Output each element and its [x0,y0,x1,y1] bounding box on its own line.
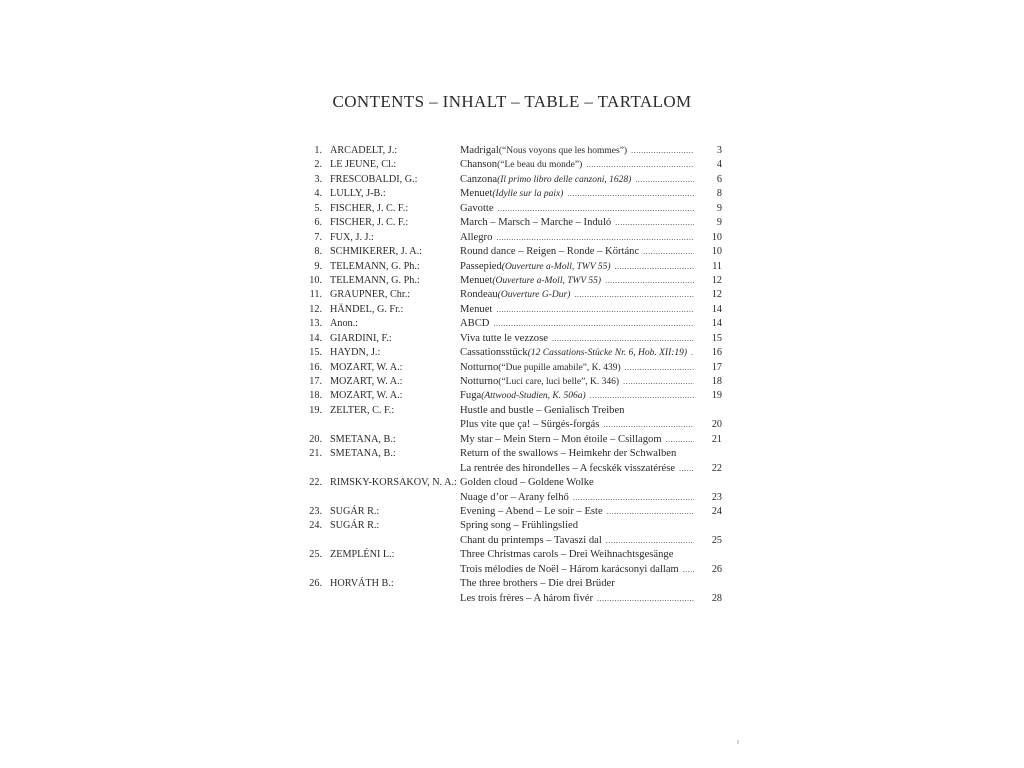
composer-name: TELEMANN, G. Ph.: [330,274,420,286]
work-title-cell [460,274,694,288]
toc-entry [306,245,724,259]
dot-leader [597,592,694,606]
work-title-cell [460,462,694,476]
entry-number: 23. [309,505,322,517]
page-number: 15 [711,332,722,344]
work-title: Notturno [460,376,499,387]
work-title-cell [460,476,694,490]
toc-entry [306,404,724,433]
toc-line [306,332,724,346]
work-detail: (Ouverture G-Dur) [497,290,571,301]
dot-leader [496,231,694,245]
toc-line [306,447,724,461]
work-title-cell [460,418,694,432]
page-number: 6 [716,173,722,185]
entry-number: 7. [314,231,322,243]
dot-leader [590,389,694,403]
page-number: 8 [716,188,722,200]
work-title-cell [460,231,694,245]
work-title-cell [460,505,694,519]
work-title: Nuage d’or – Arany felhő [460,491,569,503]
work-title: Gavotte [460,202,494,214]
work-detail: (“Luci care, luci belle”, K. 346) [498,377,620,387]
composer-name: TELEMANN, G. Ph.: [330,260,420,272]
dot-leader [615,216,694,230]
page-number: 3 [716,145,722,156]
page-number: 10 [711,246,722,258]
composer-name: SUGÁR R.: [330,520,380,532]
toc-entry [306,433,724,447]
composer-name: MOZART, W. A.: [330,361,403,373]
toc-line [306,158,724,172]
work-title-cell [460,404,694,418]
toc-entry [306,158,724,172]
entry-number: 20. [309,433,322,445]
page-number: 17 [711,361,722,373]
composer-name: FISCHER, J. C. F.: [330,202,409,214]
composer-name: MOZART, W. A.: [330,376,403,387]
toc-entry [306,317,724,331]
work-title: The three brothers – Die drei Brüder [460,578,615,590]
page-number: 21 [711,433,722,445]
work-title: Evening – Abend – Le soir – Este [460,505,603,517]
page-speck [737,740,739,744]
dot-leader [603,418,694,432]
toc-entry [306,216,724,230]
toc-line [306,563,724,577]
toc-entry [306,346,724,360]
toc-line [306,548,724,562]
toc-entry [306,577,724,606]
work-title: Viva tutte le vezzose [460,332,548,344]
toc-entry [306,548,724,577]
toc-line [306,505,724,519]
entry-number: 13. [309,318,322,330]
dot-leader [607,505,694,519]
dot-leader [643,245,694,259]
dot-leader [552,332,694,346]
work-title: Passepied [460,260,502,272]
dot-leader [614,260,694,274]
work-title: Golden cloud – Goldene Wolke [460,477,594,489]
toc-line [306,216,724,230]
entry-number: 26. [309,578,322,590]
page-number: 12 [711,289,722,301]
toc-line [306,231,724,245]
work-detail: (“Due pupille amabile”, K. 439) [498,362,621,373]
page-number: 11 [712,260,722,272]
table-of-contents [306,144,724,606]
work-title: Les trois frères – A három fivér [460,592,593,604]
page-number: 24 [711,505,722,517]
toc-line [306,418,724,432]
work-title-cell [460,245,694,259]
toc-entry [306,332,724,346]
work-title-cell [460,491,694,505]
toc-entry [306,187,724,201]
composer-name: ZEMPLÉNI L.: [330,549,395,561]
work-title-cell [460,158,694,172]
entry-number: 12. [309,303,322,315]
toc-line [306,519,724,533]
work-title-cell [460,592,694,606]
work-detail: (Ouverture a-Moll, TWV 55) [492,275,602,286]
work-title-cell [460,317,694,331]
toc-line [306,577,724,591]
entry-number: 15. [309,347,322,359]
composer-name: HÄNDEL, G. Fr.: [330,303,404,315]
entry-number: 21. [309,448,322,460]
work-title-cell [460,375,694,389]
toc-line [306,361,724,375]
entry-number: 25. [309,549,322,561]
work-title: Trois mélodies de Noël – Három karácsonyi dallam [460,563,679,575]
page-number: 23 [711,491,722,503]
work-title-cell [460,563,694,577]
page-number: 26 [711,563,722,575]
entry-number: 1. [314,145,322,156]
page-number: 18 [711,376,722,387]
entry-number: 14. [309,332,322,344]
toc-line [306,202,724,216]
dot-leader [679,462,694,476]
entry-number: 22. [309,477,322,489]
page-number: 25 [711,534,722,546]
composer-name: ZELTER, C. F.: [330,404,395,416]
composer-name: SMETANA, B.: [330,448,396,460]
work-detail: (Idylle sur la paix) [492,189,564,200]
work-title-cell [460,260,694,274]
work-title-cell [460,216,694,230]
work-title: Hustle and bustle – Genialisch Treiben [460,404,625,416]
work-title-cell [460,361,694,375]
dot-leader [691,346,694,360]
entry-number: 4. [314,188,322,200]
toc-line [306,476,724,490]
work-title-cell [460,202,694,216]
toc-line [306,317,724,331]
entry-number: 9. [314,260,322,272]
work-title: Allegro [460,231,493,243]
work-title-cell [460,548,694,562]
dot-leader [567,187,694,201]
composer-name: SCHMIKERER, J. A.: [330,246,422,258]
dot-leader [623,375,694,389]
dot-leader [573,491,694,505]
work-title-cell [460,433,694,447]
toc-entry [306,173,724,187]
work-title: Plus vite que ça! – Sürgés-forgás [460,419,600,431]
dot-leader [498,202,694,216]
entry-number: 3. [314,173,322,185]
composer-name: GIARDINI, F.: [330,332,392,344]
work-title-cell [460,346,694,360]
work-title: Menuet [460,188,493,200]
toc-line [306,187,724,201]
toc-entry [306,231,724,245]
work-title-cell [460,389,694,403]
work-title-cell [460,144,694,158]
toc-entry [306,519,724,548]
work-title: La rentrée des hirondelles – A fecskék visszatérése [460,462,676,474]
page-number: 10 [711,231,722,243]
dot-leader [631,144,694,158]
toc-line [306,534,724,548]
toc-entry [306,361,724,375]
page-number: 14 [711,303,722,315]
page-title: CONTENTS – INHALT – TABLE – TARTALOM [332,92,692,111]
work-title: Cassationsstück [460,347,528,359]
composer-name: FUX, J. J.: [330,231,374,243]
composer-name: FISCHER, J. C. F.: [330,217,409,229]
work-title-cell [460,332,694,346]
entry-number: 16. [309,361,322,373]
work-detail: (“Le beau du monde”) [497,160,583,171]
toc-entry [306,274,724,288]
toc-entry [306,144,724,158]
page-number: 14 [711,318,722,330]
page-number: 12 [711,274,722,286]
work-title: March – Marsch – Marche – Induló [460,217,612,229]
composer-name: ARCADELT, J.: [330,145,398,156]
entry-number: 17. [309,376,322,387]
dot-leader [683,563,694,577]
toc-entry [306,375,724,389]
work-title: Chant du printemps – Tavaszi dal [460,534,602,546]
page-number: 20 [711,419,722,431]
work-title-cell [460,534,694,548]
work-title: Madrigal [460,145,499,156]
toc-entry [306,476,724,505]
composer-name: LE JEUNE, Cl.: [330,159,397,171]
entry-number: 6. [314,217,322,229]
work-detail: (“Nous voyons que les hommes”) [498,146,628,156]
composer-name: RIMSKY-KORSAKOV, N. A.: [330,477,457,489]
toc-line [306,491,724,505]
work-detail: (Ouverture a-Moll, TWV 55) [501,261,611,272]
entry-number: 2. [314,159,322,171]
work-title: Spring song – Frühlingslied [460,520,579,532]
page-number: 9 [716,202,722,214]
toc-line [306,303,724,317]
work-title-cell [460,577,694,591]
work-title-cell [460,288,694,302]
work-title: Round dance – Reigen – Ronde – Körtánc [460,246,640,258]
work-title-cell [460,173,694,187]
dot-leader [574,288,694,302]
entry-number: 11. [309,289,322,301]
composer-name: GRAUPNER, Chr.: [330,289,411,301]
toc-entry [306,389,724,403]
page-number: 28 [711,592,722,604]
toc-entry [306,202,724,216]
work-title: Return of the swallows – Heimkehr der Schwalben [460,448,677,460]
work-title-cell [460,519,694,533]
toc-line [306,274,724,288]
toc-line [306,462,724,476]
work-detail: (Il primo libro delle canzoni, 1628) [497,174,632,185]
toc-entry [306,447,724,476]
toc-line [306,433,724,447]
work-detail: (12 Cassations-Stücke Nr. 6, Hob. XII:19) [527,348,688,359]
dot-leader [586,158,694,172]
work-title: Notturno [460,361,499,373]
composer-name: FRESCOBALDI, G.: [330,173,418,185]
work-title: Rondeau [460,289,498,301]
page-number: 19 [711,390,722,402]
toc-entry [306,505,724,519]
composer-name: HAYDN, J.: [330,347,381,359]
toc-line [306,173,724,187]
entry-number: 5. [314,202,322,214]
dot-leader [496,303,694,317]
dot-leader [606,534,694,548]
work-title: Canzona [460,173,498,185]
work-title-cell [460,303,694,317]
entry-number: 24. [309,520,322,532]
page-number: 16 [711,347,722,359]
composer-name: LULLY, J-B.: [330,188,386,200]
page-number: 22 [711,462,722,474]
toc-line [306,260,724,274]
work-title: Three Christmas carols – Drei Weihnachtsgesänge [460,549,674,561]
toc-line [306,245,724,259]
toc-entry [306,288,724,302]
dot-leader [605,274,694,288]
work-title: Menuet [460,303,493,315]
toc-line [306,144,724,158]
work-title: My star – Mein Stern – Mon étoile – Csillagom [460,433,662,445]
composer-name: Anon.: [330,318,359,330]
entry-number: 10. [309,274,322,286]
toc-line [306,592,724,606]
composer-name: SMETANA, B.: [330,433,396,445]
composer-name: HORVÁTH B.: [330,578,394,590]
dot-leader [635,173,694,187]
toc-line [306,389,724,403]
composer-name: MOZART, W. A.: [330,390,403,402]
entry-number: 8. [314,246,322,258]
toc-line [306,346,724,360]
work-title: ABCD [460,318,490,330]
work-title-cell [460,187,694,201]
entry-number: 19. [309,404,322,416]
work-detail: (Attwood-Studien, K. 506a) [481,391,586,402]
page-number: 9 [716,217,722,229]
toc-entry [306,303,724,317]
toc-line [306,288,724,302]
work-title-cell [460,447,694,461]
dot-leader [666,433,694,447]
toc-line [306,375,724,389]
toc-line [306,404,724,418]
composer-name: SUGÁR R.: [330,505,380,517]
dot-leader [625,361,694,375]
work-title: Menuet [460,274,493,286]
work-title: Chanson [460,159,498,171]
toc-entry [306,260,724,274]
dot-leader [493,317,694,331]
entry-number: 18. [309,390,322,402]
work-title: Fuga [460,390,482,402]
page-number: 4 [716,159,722,171]
